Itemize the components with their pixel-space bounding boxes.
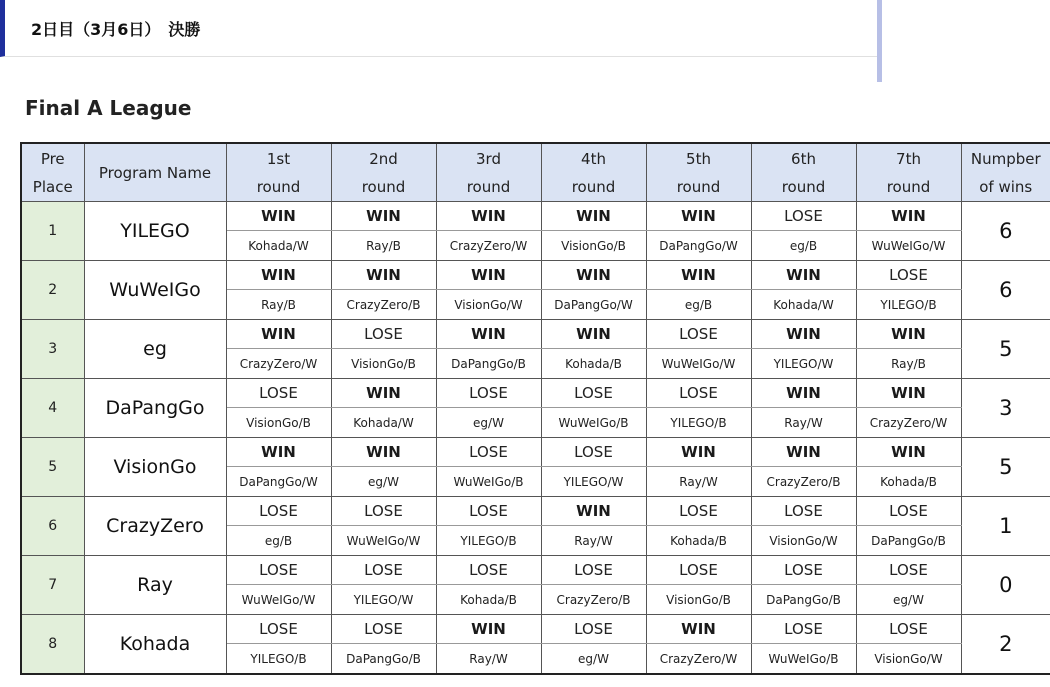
opponent-cell: Kohada/W [331,408,436,438]
opponent-cell: DaPangGo/B [856,526,961,556]
program-name-cell: Ray [84,556,226,615]
header-round-3 [436,143,541,202]
round-result-cell: WIN [436,320,541,349]
round-result-cell: LOSE [751,497,856,526]
number-of-wins-cell: 6 [961,261,1050,320]
header-round-7 [856,143,961,202]
opponent-cell: YILEGO/W [751,349,856,379]
header-round-3-line-2: round [466,177,511,196]
round-result-cell: WIN [856,202,961,231]
opponent-cell: DaPangGo/B [331,644,436,675]
round-result-cell: WIN [226,438,331,467]
header-round-1 [226,143,331,202]
round-result-cell: LOSE [856,556,961,585]
number-of-wins-cell: 5 [961,320,1050,379]
header-pre-place [21,143,84,202]
opponent-cell: Ray/B [331,231,436,261]
round-result-cell: LOSE [436,438,541,467]
opponent-cell: DaPangGo/W [541,290,646,320]
round-result-cell: LOSE [331,320,436,349]
program-name-cell: DaPangGo [84,379,226,438]
opponent-cell: Ray/B [856,349,961,379]
table-row [21,320,1050,349]
header-round-5 [646,143,751,202]
pre-place-cell: 1 [21,202,84,261]
pre-place-cell: 7 [21,556,84,615]
round-result-cell: WIN [331,202,436,231]
header-round-5-line-2: round [676,177,721,196]
opponent-cell: CrazyZero/B [331,290,436,320]
opponent-cell: CrazyZero/W [646,644,751,675]
round-result-cell: WIN [226,261,331,290]
table-row [21,497,1050,526]
opponent-cell: eg/W [856,585,961,615]
table-row [21,438,1050,467]
round-result-cell: WIN [436,202,541,231]
round-result-cell: LOSE [436,497,541,526]
round-result-cell: LOSE [646,497,751,526]
table-header-row [21,143,1050,202]
opponent-cell: Ray/W [436,644,541,675]
opponent-cell: WuWeIGo/W [331,526,436,556]
opponent-cell: eg/W [436,408,541,438]
opponent-cell: CrazyZero/W [856,408,961,438]
opponent-cell: VisionGo/B [226,408,331,438]
round-result-cell: LOSE [331,615,436,644]
opponent-cell: YILEGO/B [226,644,331,675]
round-result-cell: WIN [226,320,331,349]
pre-place-cell: 8 [21,615,84,675]
round-result-cell: WIN [541,497,646,526]
table-row [21,379,1050,408]
round-result-cell: LOSE [646,320,751,349]
round-result-cell: WIN [646,438,751,467]
opponent-cell: VisionGo/B [646,585,751,615]
table-row [21,556,1050,585]
round-result-cell: WIN [541,202,646,231]
round-result-cell: WIN [751,261,856,290]
opponent-cell: eg/W [541,644,646,675]
league-table [20,142,1050,675]
opponent-cell: DaPangGo/B [436,349,541,379]
round-result-cell: LOSE [751,556,856,585]
round-result-cell: WIN [331,261,436,290]
opponent-cell: WuWeIGo/B [436,467,541,497]
round-result-cell: LOSE [646,556,751,585]
header-round-1-line-1: 1st [266,149,291,168]
round-result-cell: LOSE [751,202,856,231]
round-result-cell: WIN [331,438,436,467]
opponent-cell: YILEGO/B [646,408,751,438]
opponent-cell: VisionGo/B [331,349,436,379]
opponent-cell: DaPangGo/W [646,231,751,261]
round-result-cell: LOSE [646,379,751,408]
opponent-cell: VisionGo/B [541,231,646,261]
header-round-2-line-2: round [361,177,406,196]
table-body [21,202,1050,675]
opponent-cell: WuWeIGo/W [646,349,751,379]
opponent-cell: Ray/W [646,467,751,497]
pre-place-cell: 3 [21,320,84,379]
header-number-of-wins-line-1: Numpber [970,149,1041,168]
opponent-cell: YILEGO/W [541,467,646,497]
round-result-cell: LOSE [436,556,541,585]
opponent-cell: WuWeIGo/B [751,644,856,675]
pre-place-cell: 5 [21,438,84,497]
round-result-cell: WIN [436,261,541,290]
opponent-cell: YILEGO/W [331,585,436,615]
round-result-cell: WIN [856,320,961,349]
program-name-cell: WuWeIGo [84,261,226,320]
header-round-3-line-1: 3rd [476,149,501,168]
table-row [21,615,1050,644]
round-result-cell: LOSE [436,379,541,408]
number-of-wins-cell: 5 [961,438,1050,497]
round-result-cell: WIN [751,438,856,467]
opponent-cell: VisionGo/W [751,526,856,556]
day-header [0,0,878,57]
round-result-cell: WIN [331,379,436,408]
pre-place-cell: 6 [21,497,84,556]
opponent-cell: WuWeIGo/W [856,231,961,261]
program-name-cell: Kohada [84,615,226,675]
round-result-cell: LOSE [751,615,856,644]
opponent-cell: eg/W [331,467,436,497]
header-round-6-line-2: round [781,177,826,196]
pre-place-cell: 2 [21,261,84,320]
opponent-cell: DaPangGo/W [226,467,331,497]
header-round-2 [331,143,436,202]
header-number-of-wins [961,143,1050,202]
opponent-cell: Ray/W [541,526,646,556]
round-result-cell: WIN [646,615,751,644]
header-number-of-wins-line-2: of wins [979,177,1033,196]
header-round-7-line-2: round [886,177,931,196]
table-row [21,202,1050,231]
opponent-cell: CrazyZero/B [541,585,646,615]
opponent-cell: WuWeIGo/B [541,408,646,438]
opponent-cell: CrazyZero/W [436,231,541,261]
opponent-cell: CrazyZero/W [226,349,331,379]
program-name-cell: eg [84,320,226,379]
opponent-cell: DaPangGo/B [751,585,856,615]
header-round-4-line-2: round [571,177,616,196]
opponent-cell: Kohada/B [646,526,751,556]
number-of-wins-cell: 0 [961,556,1050,615]
header-round-7-line-1: 7th [896,149,921,168]
round-result-cell: LOSE [226,379,331,408]
round-result-cell: LOSE [856,261,961,290]
header-program-name: Program Name [84,143,226,202]
round-result-cell: LOSE [331,497,436,526]
round-result-cell: WIN [226,202,331,231]
header-round-4 [541,143,646,202]
header-round-6 [751,143,856,202]
number-of-wins-cell: 2 [961,615,1050,675]
opponent-cell: Kohada/B [436,585,541,615]
round-result-cell: LOSE [226,556,331,585]
round-result-cell: WIN [646,202,751,231]
number-of-wins-cell: 1 [961,497,1050,556]
round-result-cell: LOSE [541,438,646,467]
opponent-cell: CrazyZero/B [751,467,856,497]
decorative-bar [877,0,882,82]
round-result-cell: LOSE [541,379,646,408]
opponent-cell: YILEGO/B [436,526,541,556]
round-result-cell: WIN [751,320,856,349]
opponent-cell: VisionGo/W [856,644,961,675]
program-name-cell: CrazyZero [84,497,226,556]
round-result-cell: LOSE [856,497,961,526]
opponent-cell: VisionGo/W [436,290,541,320]
opponent-cell: YILEGO/B [856,290,961,320]
round-result-cell: WIN [856,438,961,467]
number-of-wins-cell: 6 [961,202,1050,261]
round-result-cell: LOSE [226,497,331,526]
pre-place-cell: 4 [21,379,84,438]
round-result-cell: WIN [436,615,541,644]
opponent-cell: Kohada/W [226,231,331,261]
header-round-1-line-2: round [256,177,301,196]
round-result-cell: WIN [541,261,646,290]
section-title: Final A League [25,96,192,120]
round-result-cell: LOSE [226,615,331,644]
round-result-cell: LOSE [331,556,436,585]
opponent-cell: Ray/W [751,408,856,438]
header-round-5-line-1: 5th [686,149,711,168]
opponent-cell: Kohada/B [856,467,961,497]
table-row [21,261,1050,290]
round-result-cell: WIN [646,261,751,290]
header-pre-place-line-2: Place [32,177,73,196]
round-result-cell: WIN [541,320,646,349]
round-result-cell: LOSE [856,615,961,644]
opponent-cell: eg/B [646,290,751,320]
opponent-cell: eg/B [226,526,331,556]
opponent-cell: eg/B [751,231,856,261]
header-round-4-line-1: 4th [581,149,606,168]
round-result-cell: LOSE [541,556,646,585]
program-name-cell: YILEGO [84,202,226,261]
opponent-cell: Kohada/B [541,349,646,379]
opponent-cell: Kohada/W [751,290,856,320]
number-of-wins-cell: 3 [961,379,1050,438]
day-title: 2日目（3月6日） 決勝 [31,20,201,39]
round-result-cell: WIN [751,379,856,408]
opponent-cell: Ray/B [226,290,331,320]
header-round-2-line-1: 2nd [369,149,398,168]
opponent-cell: WuWeIGo/W [226,585,331,615]
header-pre-place-line-1: Pre [40,149,65,168]
round-result-cell: LOSE [541,615,646,644]
program-name-cell: VisionGo [84,438,226,497]
header-round-6-line-1: 6th [791,149,816,168]
round-result-cell: WIN [856,379,961,408]
